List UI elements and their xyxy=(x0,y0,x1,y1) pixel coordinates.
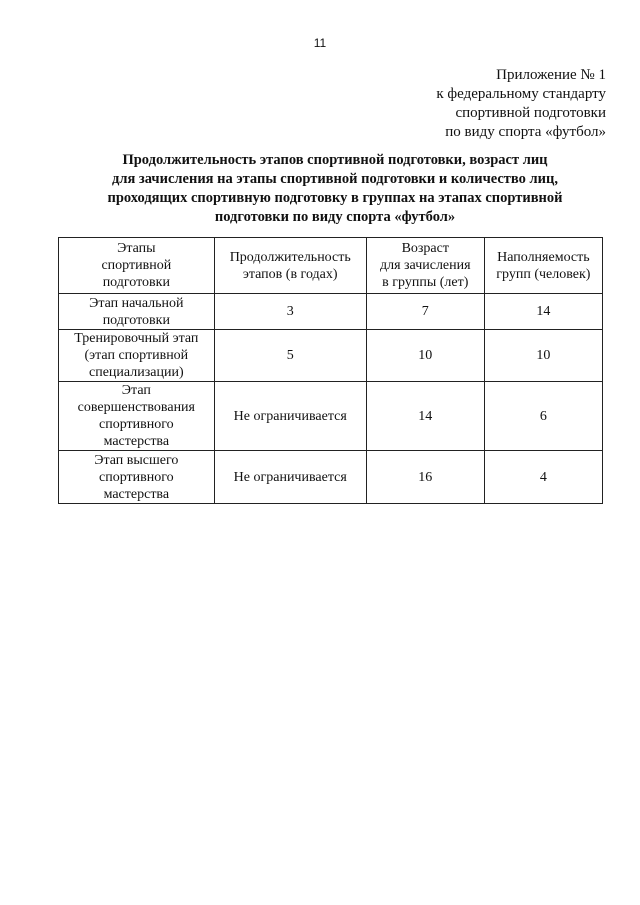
stage-cell: Этап совершенствования спортивного мастерства xyxy=(59,382,215,451)
age-cell: 16 xyxy=(366,451,484,504)
document-title xyxy=(70,151,600,227)
group-size-cell: 4 xyxy=(484,451,602,504)
appendix-line: к федеральному стандарту xyxy=(436,86,606,102)
duration-cell: 3 xyxy=(214,294,366,330)
table-row xyxy=(59,382,603,451)
header-stages: Этапы спортивной подготовки xyxy=(59,238,215,294)
appendix-line: по виду спорта «футбол» xyxy=(445,124,606,140)
title-line: подготовки по виду спорта «футбол» xyxy=(214,209,456,225)
appendix-line: Приложение № 1 xyxy=(496,67,606,83)
title-line: Продолжительность этапов спортивной подготовки, возраст лиц xyxy=(122,152,548,168)
table-header-row xyxy=(59,238,603,294)
appendix-note xyxy=(436,66,606,142)
age-cell: 14 xyxy=(366,382,484,451)
duration-cell: Не ограничивается xyxy=(214,382,366,451)
appendix-line: спортивной подготовки xyxy=(455,105,606,121)
group-size-cell: 14 xyxy=(484,294,602,330)
stage-cell: Этап начальной подготовки xyxy=(59,294,215,330)
stage-cell: Этап высшего спортивного мастерства xyxy=(59,451,215,504)
header-age: Возраст для зачисления в группы (лет) xyxy=(366,238,484,294)
group-size-cell: 6 xyxy=(484,382,602,451)
age-cell: 7 xyxy=(366,294,484,330)
age-cell: 10 xyxy=(366,330,484,382)
header-group-size: Наполняемость групп (человек) xyxy=(484,238,602,294)
table-row xyxy=(59,294,603,330)
stage-cell: Тренировочный этап (этап спортивной специализации) xyxy=(59,330,215,382)
table-row xyxy=(59,330,603,382)
table-row xyxy=(59,451,603,504)
stages-table xyxy=(58,237,603,504)
header-duration: Продолжительность этапов (в годах) xyxy=(214,238,366,294)
title-line: для зачисления на этапы спортивной подготовки и количество лиц, xyxy=(111,171,559,187)
page-number: 11 xyxy=(313,36,327,50)
title-line: проходящих спортивную подготовку в группах на этапах спортивной xyxy=(107,190,563,206)
group-size-cell: 10 xyxy=(484,330,602,382)
duration-cell: 5 xyxy=(214,330,366,382)
duration-cell: Не ограничивается xyxy=(214,451,366,504)
